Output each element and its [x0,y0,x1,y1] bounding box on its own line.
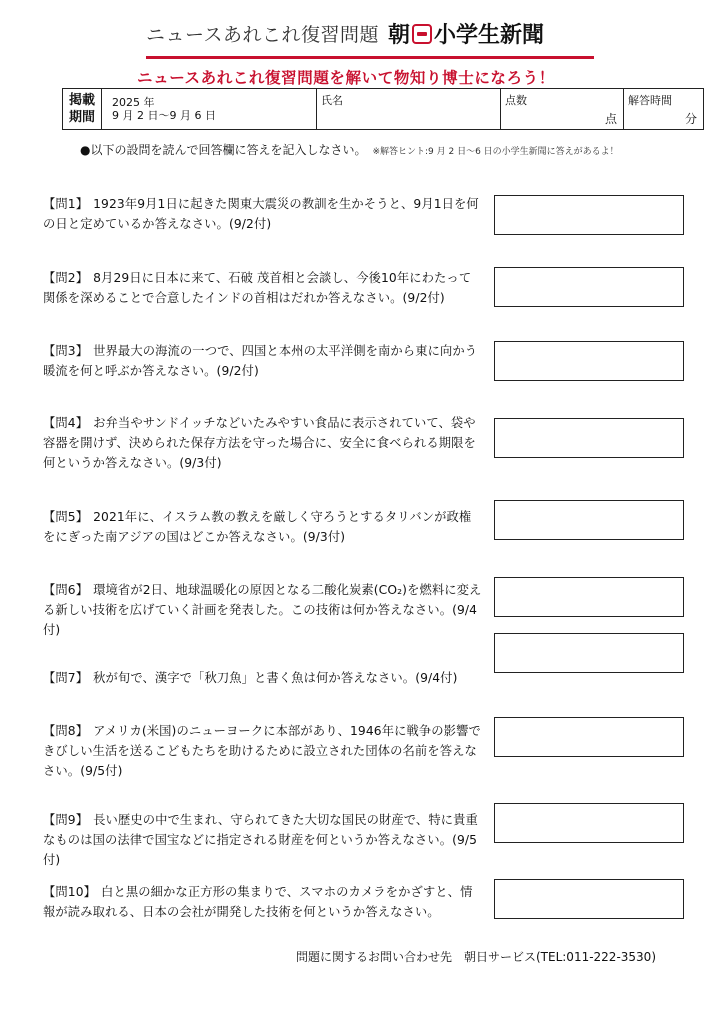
name-label: 氏名 [321,94,343,107]
question-text: 環境省が2日、地球温暖化の原因となる二酸化炭素(CO₂)を燃料に変える新しい技術を広げていく計画を発表した。この技術は何か答えなさい。(9/4付) [43,583,482,637]
instructions [80,141,619,158]
question-7 [43,668,483,688]
question-text: 秋が旬で、漢字で「秋刀魚」と書く魚は何か答えなさい。(9/4付) [93,671,458,685]
question-9 [43,810,483,870]
question-number: 【問10】 [43,885,97,899]
answer-box-6[interactable] [494,577,684,617]
name-field[interactable] [316,89,500,129]
question-number: 【問2】 [43,271,89,285]
question-number: 【問7】 [43,671,89,685]
published-year: 2025 年 [112,96,155,109]
question-number: 【問9】 [43,813,89,827]
instructions-hint: ※解答ヒント:9 月 2 日～6 日の小学生新聞に答えがあるよ！ [372,147,619,157]
time-field[interactable] [623,89,703,129]
header-title: ニュースあれこれ復習問題 [146,24,380,46]
answer-box-5[interactable] [494,500,684,540]
answer-box-1[interactable] [494,195,684,235]
question-10 [43,882,483,922]
logo-right-text: 小学生新聞 [434,23,545,48]
published-label-line1: 掲載 [68,93,95,108]
question-text: 2021年に、イスラム教の教えを厳しく守ろうとするタリバンが政権をにぎった南アジアの国はどこか答えなさい。(9/3付) [43,510,472,544]
question-number: 【問4】 [43,416,89,430]
published-period: 9 月 2 日～9 月 6 日 [112,109,216,122]
score-field[interactable] [500,89,623,129]
logo-left-text: 朝 [388,23,411,48]
info-table [62,88,704,130]
instructions-text: ●以下の設問を読んで回答欄に答えを記入しなさい。 [80,143,367,157]
newspaper-logo [388,18,544,49]
question-8 [43,721,488,781]
question-number: 【問3】 [43,344,89,358]
question-5 [43,507,483,547]
question-1 [43,194,483,234]
answer-box-4[interactable] [494,418,684,458]
score-unit: 点 [604,112,617,126]
score-label: 点数 [505,94,527,107]
question-text: お弁当やサンドイッチなどいたみやすい食品に表示されていて、袋や容器を開けず、決められた保存方法を守った場合に、安全に食べられる期限を何というか答えなさい。(9/3付) [43,416,476,470]
slogan: ニュースあれこれ復習問題を解いて物知り博士になろう！ [137,69,555,87]
question-number: 【問8】 [43,724,89,738]
answer-box-10[interactable] [494,879,684,919]
answer-box-8[interactable] [494,717,684,757]
question-text: 8月29日に日本に来て、石破 茂首相と会談し、今後10年にわたって関係を深めることで合意したインドの首相はだれか答えなさい。(9/2付) [43,271,472,305]
question-number: 【問5】 [43,510,89,524]
answer-box-7[interactable] [494,633,684,673]
contact-info: 問題に関するお問い合わせ先 朝日サービス(TEL:011-222-3530) [295,950,656,964]
question-number: 【問6】 [43,583,89,597]
question-number: 【問1】 [43,197,89,211]
question-6 [43,580,483,640]
answer-box-2[interactable] [494,267,684,307]
question-text: アメリカ(米国)のニューヨークに本部があり、1946年に戦争の影響できびしい生活を送るこどもたちを助けるために設立された団体の名前を答えなさい。(9/5付) [43,724,481,778]
question-2 [43,268,483,308]
question-text: 長い歴史の中で生まれ、守られてきた大切な国民の財産で、特に貴重なものは国の法律で国宝などに指定される財産を何というか答えなさい。(9/5付) [43,813,478,867]
question-3 [43,341,483,381]
question-text: 世界最大の海流の一つで、四国と本州の太平洋側を南から東に向かう暖流を何と呼ぶか答えなさい。(9/2付) [43,344,478,378]
question-4 [43,413,483,473]
question-text: 白と黒の細かな正方形の集まりで、スマホのカメラをかざすと、情報が読み取れる、日本の会社が開発した技術を何というか答えなさい。 [43,885,473,919]
published-label [63,89,101,129]
published-dates [101,89,316,129]
time-unit: 分 [684,112,697,126]
sun-logo-icon [412,24,432,44]
header-divider [146,56,594,59]
time-label: 解答時間 [628,94,672,107]
question-text: 1923年9月1日に起きた関東大震災の教訓を生かそうと、9月1日を何の日と定めているか答えなさい。(9/2付) [43,197,479,231]
published-label-line2: 期間 [68,110,95,125]
answer-box-9[interactable] [494,803,684,843]
answer-box-3[interactable] [494,341,684,381]
